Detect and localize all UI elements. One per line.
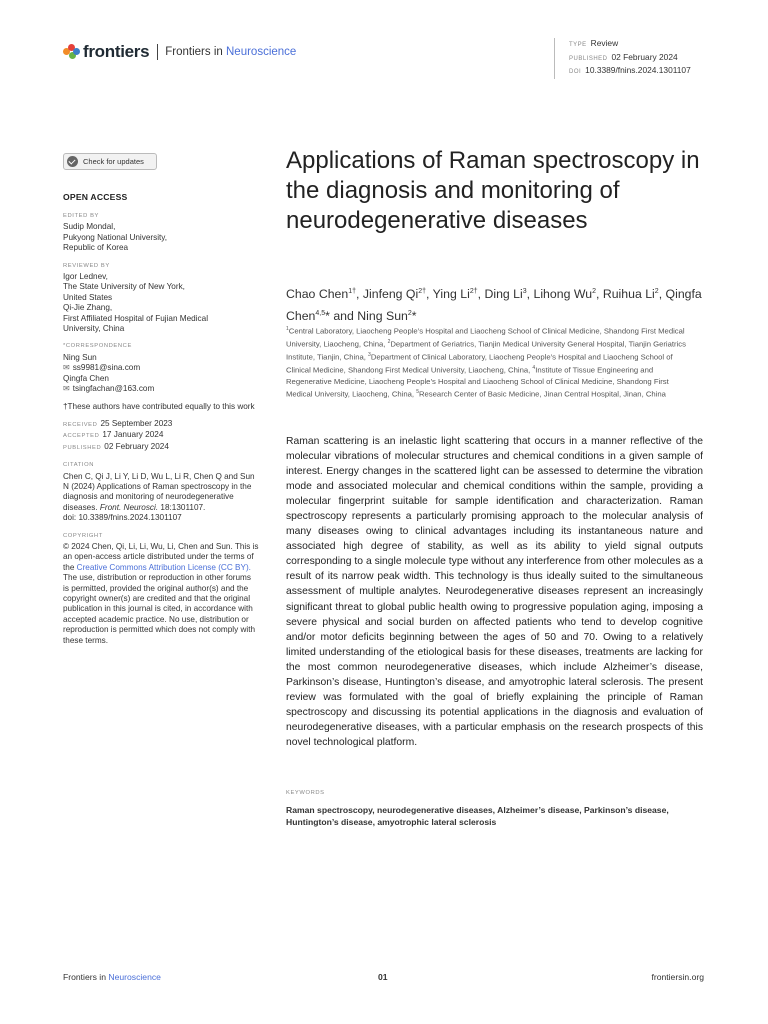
- author-affiliation-marker: 2: [592, 288, 596, 295]
- journal-name[interactable]: [165, 46, 296, 58]
- email-link[interactable]: ss9981@sina.com: [72, 363, 141, 373]
- affiliation-text: Department of Geriatrics, Tianjin Medical University General Hospital, Tianjin Geriatrics Institute, Tianjin, China,: [286, 339, 686, 362]
- affiliation-marker: 1: [286, 326, 289, 332]
- keywords: Raman spectroscopy, neurodegenerative diseases, Alzheimer’s disease, Parkinson’s disease, Huntington’s disease, amyotrophic lateral sclerosis: [286, 805, 669, 827]
- correspondence-block: *CORRESPONDENCE Ning Sun ✉ ss9981@sina.com Qingfa Chen ✉ tsingfachan@163.com: [63, 341, 259, 394]
- author-affiliation-marker: 2†: [418, 288, 427, 295]
- dates-block: RECEIVED 25 September 2023 ACCEPTED 17 January 2024 PUBLISHED 02 February 2024: [63, 418, 173, 451]
- page-number: 01: [378, 972, 388, 982]
- author-name[interactable]: Lihong Wu: [533, 287, 593, 302]
- author-name[interactable]: Jinfeng Qi: [362, 287, 419, 302]
- reviewed-by-block: REVIEWED BY Igor Lednev, The State University of New York, United States Qi-Jie Zhang, First Affiliated Hospital of Fujian Medical University, China: [63, 262, 209, 334]
- author-affiliation-marker: 3: [522, 288, 527, 295]
- author-affiliation-marker: 4,5: [315, 310, 326, 318]
- mail-icon: ✉: [63, 384, 70, 394]
- affiliation-marker: 2: [387, 339, 391, 346]
- mail-icon: ✉: [63, 363, 70, 373]
- citation-doi[interactable]: doi: 10.3389/fnins.2024.1301107: [63, 513, 182, 523]
- sidebar-info: [63, 211, 259, 653]
- affiliation-marker: 3: [368, 352, 371, 359]
- check-updates-label: Check for updates: [83, 157, 144, 166]
- author-name[interactable]: Ning Sun: [357, 309, 408, 324]
- keywords-label: KEYWORDS: [286, 790, 325, 796]
- author-affiliation-marker: 2: [407, 310, 412, 318]
- check-icon: [67, 156, 78, 167]
- affiliations: [286, 324, 696, 400]
- affiliation-text: Central Laboratory, Liaocheng People’s Hospital and Liaocheng School of Clinical Medicine, Shandong First Medical University, Liaocheng, China,: [286, 326, 685, 349]
- author-affiliation-marker: 1†: [348, 288, 357, 295]
- footer-journal[interactable]: Frontiers in Neuroscience: [63, 972, 161, 982]
- author-name[interactable]: Ruihua Li: [602, 287, 655, 302]
- footer-site-link[interactable]: frontiersin.org: [651, 972, 704, 982]
- abstract: Raman scattering is an inelastic light scattering that occurs in a manner reflective of the molecular vibrations of molecular structures and chemical conditions in a given sample of interest. Energy changes in the scattered light can be assessed to determine the vibration mode and associated molecular and chemical conditions within the sample, providing a molecular fingerprint suitable for sample identification and characterization. Raman spectroscopy represents a particularly promising approach to the molecular analysis of many diseases owing to clinical advantages including its instantaneous nature and associated high degree of stability, as well as its ability to yield signal outputs corresponding to a single molecule type without any interference from other molecules as a result of its narrow peak width. This technology is thus ideally suited to the simultaneous assessment of multiple analytes. Neurodegenerative diseases represent an increasingly significant threat to global public health owing to progressive population aging, imposing a severe physical and social burden on affected patients who tend to develop cognitive and/or motor deficits beginning between the ages of 50 and 70. Owing to a relatively limited understanding of the etiological basis for these diseases, treatments are lacking for the most common neurodegenerative diseases, which include Alzheimer’s disease, Parkinson’s disease, Huntington’s disease, and amyotrophic lateral sclerosis. The present review was formulated with the goal of briefly explaining the principle of Raman spectroscopy and discussing its potential applications in the diagnosis and evaluation of neurodegenerative diseases, with a particular emphasis on the research prospects of this novel technological platform.: [286, 436, 703, 748]
- journal-title: Neuroscience: [226, 46, 297, 58]
- author-name[interactable]: Ding Li: [484, 287, 523, 302]
- journal-prefix: Frontiers in: [165, 46, 223, 58]
- article-title: Applications of Raman spectroscopy in the diagnosis and monitoring of neurodegenerative diseases: [286, 147, 700, 234]
- open-access-label: OPEN ACCESS: [63, 192, 128, 202]
- equal-contribution-note: †These authors have contributed equally to this work: [63, 401, 255, 411]
- author-name[interactable]: Chao Chen: [286, 287, 349, 302]
- edited-by-block: EDITED BY Sudip Mondal, Pukyong National University, Republic of Korea: [63, 213, 168, 253]
- frontiers-wordmark[interactable]: frontiers: [83, 42, 150, 61]
- affiliation-text: Research Center of Basic Medicine, Jinan Central Hospital, Jinan, China: [418, 389, 666, 399]
- affiliation-text: Department of Clinical Laboratory, Liaocheng People’s Hospital and Liaocheng School of Clinical Medicine, Shandong First Medical University, Liaocheng, China,: [286, 352, 673, 376]
- email-row-2: [63, 384, 259, 394]
- affiliation-text: Institute of Tissue Engineering and Regenerative Medicine, Liaocheng People’s Hospital and Liaocheng School of Clinical Medicine, Shandong First Medical University, Liaocheng, China,: [286, 366, 669, 399]
- email-link[interactable]: tsingfachan@163.com: [72, 384, 155, 394]
- meta-type: TYPE Review: [569, 38, 619, 48]
- frontiers-logo-icon: [63, 44, 79, 60]
- email-row-1: [63, 363, 259, 373]
- meta-doi: DOI 10.3389/fnins.2024.1301107: [569, 65, 691, 76]
- header-divider: [157, 44, 158, 60]
- author-list: Chao Chen$^{1\dagger}$, Jinfeng $Qi^{2\dagger}$, Ying $Li^{2\dagger}$, Ding Li$^3$, Lihong Wu$^2$, Ruihua Li$^2$, Qingfa Chen$^{4,5}$* and Ning Sun$^2$*: [286, 287, 702, 324]
- author-name[interactable]: Ying Li: [432, 287, 470, 302]
- check-for-updates-button[interactable]: [63, 153, 157, 170]
- affiliation-marker: 4: [532, 365, 536, 372]
- journal-header: [63, 42, 296, 62]
- license-link[interactable]: Creative Commons Attribution License (CC BY).: [76, 562, 251, 572]
- article-meta: [554, 38, 691, 79]
- meta-published: PUBLISHED 02 February 2024: [569, 51, 678, 62]
- affiliation-marker: 5: [416, 389, 419, 396]
- copyright-block: COPYRIGHT © 2024 Chen, Qi, Li, Li, Wu, Li, Chen and Sun. This is an open-access article distributed under the terms of the Creative Commons Attribution License (CC BY). The use, distribution or reproduction in other forums is permitted, provided the original author(s) and the copyright owner(s) are credited and that the original publication in this journal is cited, in accordance with accepted academic practice. No use, distribution or reproduction is permitted which does not comply with these terms.: [63, 532, 259, 645]
- author-affiliation-marker: 2: [654, 288, 659, 295]
- author-name[interactable]: Qingfa Chen: [286, 287, 702, 324]
- author-affiliation-marker: 2†: [469, 288, 478, 295]
- citation-block: CITATION Chen C, Qi J, Li Y, Li D, Wu L, Li R, Chen Q and Sun N (2024) Applications of Raman spectroscopy in the diagnosis and monitoring of neurodegenerative diseases. Front. Neurosci. 18:1301107. doi: 10.3389/fnins.2024.1301107: [63, 460, 259, 523]
